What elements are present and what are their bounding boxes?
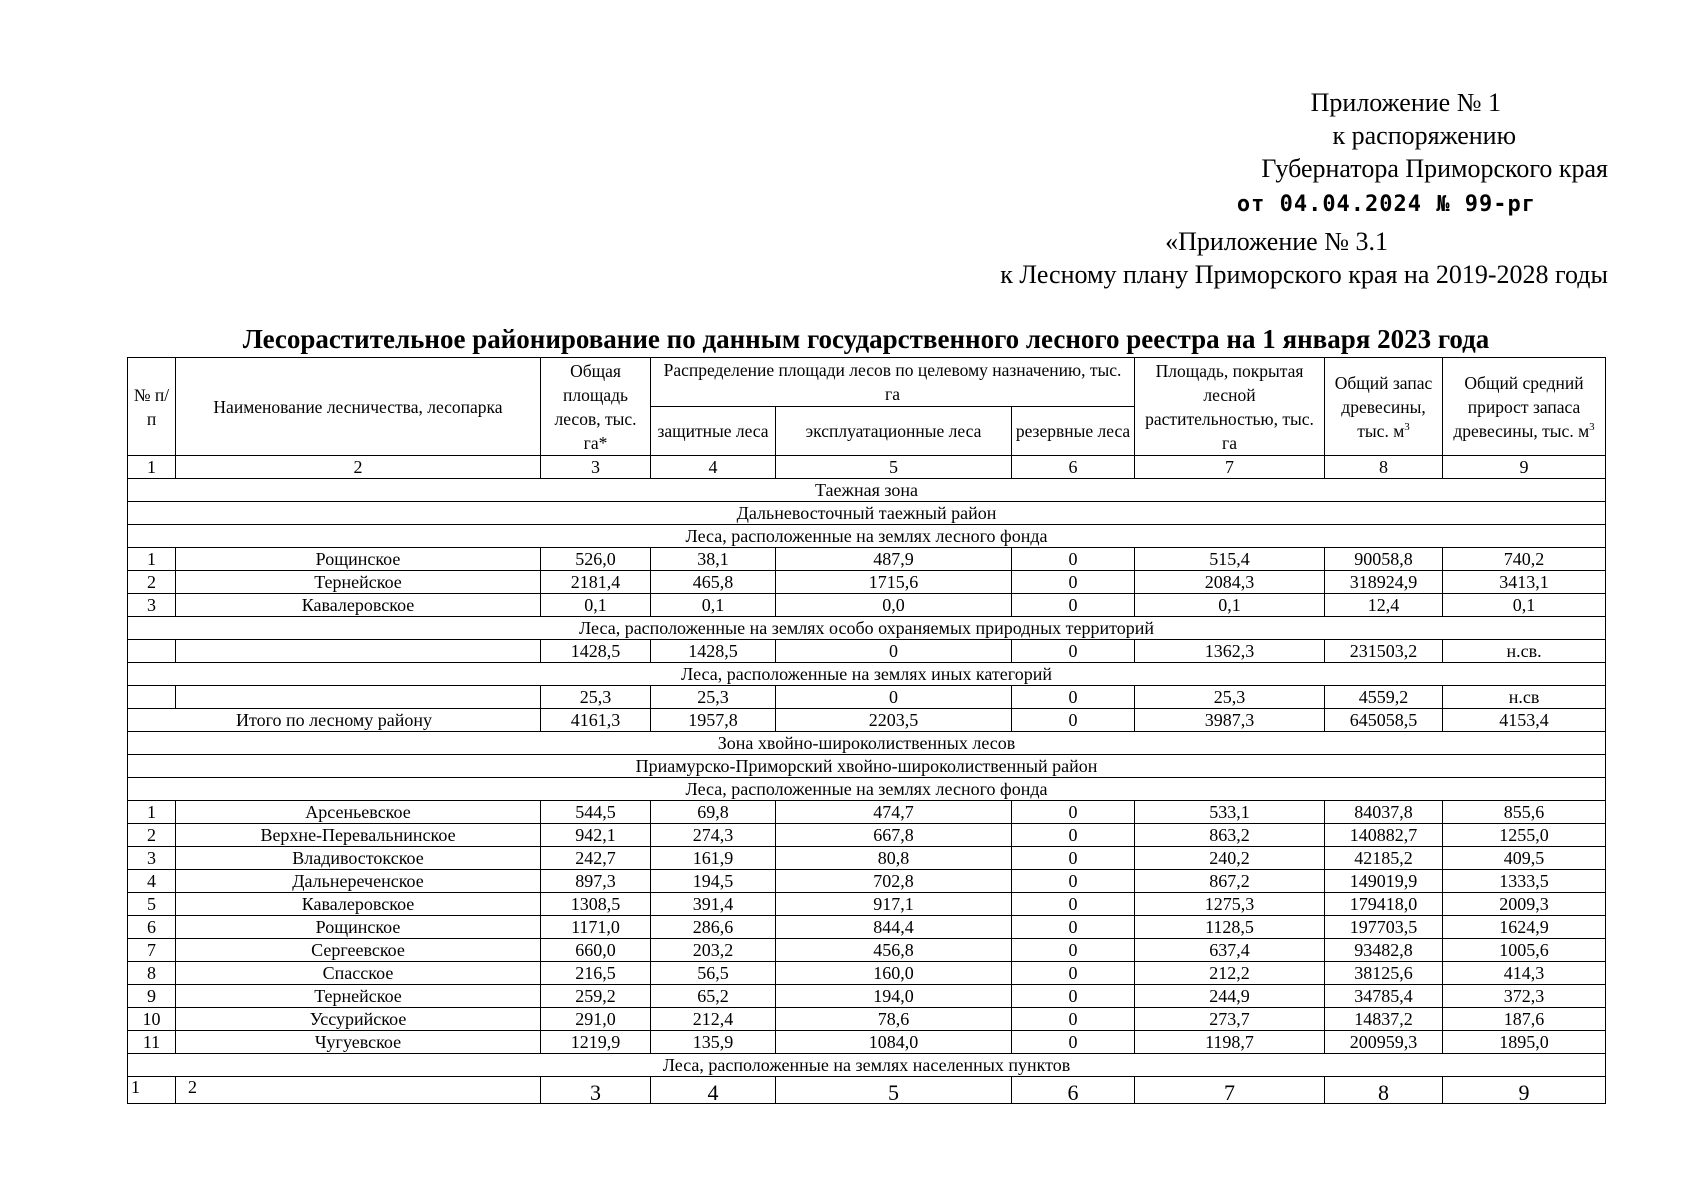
table-cell: 203,2	[651, 939, 776, 962]
table-cell	[128, 640, 176, 663]
district-heading: Приамурско-Приморский хвойно-широколиственный район	[128, 755, 1606, 778]
table-cell: 0	[1012, 962, 1135, 985]
table-cell: 38,1	[651, 548, 776, 571]
table-cell: 942,1	[541, 824, 651, 847]
table-cell: 274,3	[651, 824, 776, 847]
forestry-name: Чугуевское	[176, 1031, 541, 1054]
table-cell: 1128,5	[1135, 916, 1325, 939]
section-row	[128, 1054, 1606, 1077]
table-cell: 0	[1012, 686, 1135, 709]
table-cell: 25,3	[541, 686, 651, 709]
table-cell: 544,5	[541, 801, 651, 824]
column-number: 9	[1443, 456, 1606, 479]
table-cell: 0,1	[1135, 594, 1325, 617]
table-row	[128, 985, 1606, 1008]
section-row	[128, 755, 1606, 778]
row-number: 2	[128, 824, 176, 847]
table-cell: 2203,5	[776, 709, 1012, 732]
table-cell	[176, 640, 541, 663]
column-number: 6	[1012, 1077, 1135, 1104]
table-cell: 1428,5	[541, 640, 651, 663]
stock-superscript: 3	[1404, 420, 1410, 433]
forestry-name: Рощинское	[176, 916, 541, 939]
col-header-reserve: резервные леса	[1012, 407, 1135, 456]
table-cell: 0,1	[1443, 594, 1606, 617]
section-row	[128, 479, 1606, 502]
table-cell: 25,3	[651, 686, 776, 709]
table-cell: 0	[1012, 571, 1135, 594]
col-header-name: Наименование лесничества, лесопарка	[176, 358, 541, 456]
table-cell: 4161,3	[541, 709, 651, 732]
column-number: 4	[651, 1077, 776, 1104]
table-row	[128, 916, 1606, 939]
land-category-heading: Леса, расположенные на землях иных категорий	[128, 663, 1606, 686]
table-cell: 259,2	[541, 985, 651, 1008]
growth-label: Общий средний прирост запаса древесины, тыс. м	[1453, 372, 1590, 441]
zone-heading: Зона хвойно-широколиственных лесов	[128, 732, 1606, 755]
table-cell: 65,2	[651, 985, 776, 1008]
forestry-name: Спасское	[176, 962, 541, 985]
col-header-num: № п/п	[128, 358, 176, 456]
table-cell: 4559,2	[1325, 686, 1443, 709]
sub-appendix-number: «Приложение № 3.1	[1165, 227, 1388, 256]
land-category-heading: Леса, расположенные на землях населенных пунктов	[128, 1054, 1606, 1077]
col-header-total-area: Общая площадь лесов, тыс. га*	[541, 358, 651, 456]
column-number: 3	[541, 1077, 651, 1104]
table-cell: 0	[1012, 1031, 1135, 1054]
table-cell: 1275,3	[1135, 893, 1325, 916]
column-number: 1	[128, 1077, 176, 1104]
table-cell: 0	[1012, 640, 1135, 663]
table-row	[128, 594, 1606, 617]
column-number: 8	[1325, 456, 1443, 479]
forest-plan-reference: к Лесному плану Приморского края на 2019-2028 годы	[1000, 260, 1608, 289]
table-cell: 135,9	[651, 1031, 776, 1054]
forestry-name: Верхне-Перевальнинское	[176, 824, 541, 847]
governor-reference: Губернатора Приморского края	[1261, 154, 1608, 183]
table-cell: 372,3	[1443, 985, 1606, 1008]
row-number: 7	[128, 939, 176, 962]
row-number: 8	[128, 962, 176, 985]
table-cell: 3413,1	[1443, 571, 1606, 594]
col-header-protective: защитные леса	[651, 407, 776, 456]
table-row	[128, 801, 1606, 824]
table-cell: 637,4	[1135, 939, 1325, 962]
section-row	[128, 502, 1606, 525]
table-cell: 2084,3	[1135, 571, 1325, 594]
table-row	[128, 640, 1606, 663]
document-title: Лесорастительное районирование по данным государственного лесного реестра на 1 января 2023 года	[242, 324, 1490, 354]
section-row	[128, 663, 1606, 686]
row-number: 1	[128, 801, 176, 824]
section-row	[128, 617, 1606, 640]
table-cell: 1005,6	[1443, 939, 1606, 962]
table-cell: 0	[1012, 801, 1135, 824]
col-header-stock	[1325, 358, 1443, 456]
table-cell: 515,4	[1135, 548, 1325, 571]
forestry-name: Рощинское	[176, 548, 541, 571]
table-row	[128, 870, 1606, 893]
row-number: 3	[128, 594, 176, 617]
table-row	[128, 571, 1606, 594]
column-number: 3	[541, 456, 651, 479]
column-number: 5	[776, 1077, 1012, 1104]
table-cell: 1895,0	[1443, 1031, 1606, 1054]
table-cell: 0	[1012, 824, 1135, 847]
table-cell: 161,9	[651, 847, 776, 870]
table-cell: 34785,4	[1325, 985, 1443, 1008]
table-cell: 4153,4	[1443, 709, 1606, 732]
land-category-heading: Леса, расположенные на землях лесного фонда	[128, 778, 1606, 801]
table-cell: 0	[776, 640, 1012, 663]
order-date-number: от 04.04.2024 № 99-рг	[1236, 192, 1536, 217]
table-cell: 84037,8	[1325, 801, 1443, 824]
table-cell: 200959,3	[1325, 1031, 1443, 1054]
table-cell: 25,3	[1135, 686, 1325, 709]
table-cell: 0	[1012, 985, 1135, 1008]
table-cell: 863,2	[1135, 824, 1325, 847]
table-cell: 216,5	[541, 962, 651, 985]
table-cell: 391,4	[651, 893, 776, 916]
forest-zoning-table	[127, 357, 1606, 1104]
row-number: 10	[128, 1008, 176, 1031]
table-cell: 0	[1012, 548, 1135, 571]
table-cell: 740,2	[1443, 548, 1606, 571]
table-cell: 14837,2	[1325, 1008, 1443, 1031]
forestry-name: Кавалеровское	[176, 893, 541, 916]
table-cell: 1171,0	[541, 916, 651, 939]
section-row	[128, 732, 1606, 755]
table-header-row	[128, 358, 1606, 407]
column-number: 7	[1135, 1077, 1325, 1104]
table-cell: 0,1	[541, 594, 651, 617]
table-cell: 38125,6	[1325, 962, 1443, 985]
table-row	[128, 1008, 1606, 1031]
table-row	[128, 686, 1606, 709]
row-number: 2	[128, 571, 176, 594]
table-row	[128, 1031, 1606, 1054]
table-row	[128, 847, 1606, 870]
table-cell: 291,0	[541, 1008, 651, 1031]
taiga-rows	[128, 548, 1606, 617]
table-cell: 212,2	[1135, 962, 1325, 985]
forestry-name: Уссурийское	[176, 1008, 541, 1031]
table-cell: 0	[1012, 847, 1135, 870]
forestry-name: Кавалеровское	[176, 594, 541, 617]
table-cell: 240,2	[1135, 847, 1325, 870]
column-number-row	[128, 456, 1606, 479]
table-cell: 318924,9	[1325, 571, 1443, 594]
stock-label: Общий запас древесины, тыс. м	[1334, 372, 1433, 441]
table-cell: н.св	[1443, 686, 1606, 709]
table-cell: 645058,5	[1325, 709, 1443, 732]
table-cell: 56,5	[651, 962, 776, 985]
table-cell: 1308,5	[541, 893, 651, 916]
forestry-name: Дальнереченское	[176, 870, 541, 893]
column-number: 9	[1443, 1077, 1606, 1104]
column-number: 1	[128, 456, 176, 479]
table-cell: 0	[1012, 594, 1135, 617]
table-cell: 187,6	[1443, 1008, 1606, 1031]
col-header-exploitation: эксплуатационные леса	[776, 407, 1012, 456]
table-cell: 897,3	[541, 870, 651, 893]
table-row	[128, 939, 1606, 962]
total-label: Итого по лесному району	[128, 709, 541, 732]
table-cell: 1362,3	[1135, 640, 1325, 663]
table-row	[128, 962, 1606, 985]
table-cell: 273,7	[1135, 1008, 1325, 1031]
forestry-name: Владивостокское	[176, 847, 541, 870]
table-cell: 42185,2	[1325, 847, 1443, 870]
table-cell: 242,7	[541, 847, 651, 870]
table-cell: 526,0	[541, 548, 651, 571]
column-number: 2	[176, 456, 541, 479]
section-row	[128, 778, 1606, 801]
row-number: 3	[128, 847, 176, 870]
land-category-heading: Леса, расположенные на землях особо охраняемых природных территорий	[128, 617, 1606, 640]
land-category-heading: Леса, расположенные на землях лесного фонда	[128, 525, 1606, 548]
table-cell: 90058,8	[1325, 548, 1443, 571]
table-cell: 667,8	[776, 824, 1012, 847]
column-number: 6	[1012, 456, 1135, 479]
col-header-distribution: Распределение площади лесов по целевому назначению, тыс. га	[651, 358, 1135, 407]
table-cell: 179418,0	[1325, 893, 1443, 916]
table-cell: 0	[1012, 709, 1135, 732]
column-number-row	[128, 1077, 1606, 1104]
forestry-name: Тернейское	[176, 571, 541, 594]
table-cell: 194,0	[776, 985, 1012, 1008]
row-number: 5	[128, 893, 176, 916]
table-cell: н.св.	[1443, 640, 1606, 663]
table-cell: 474,7	[776, 801, 1012, 824]
forestry-name: Тернейское	[176, 985, 541, 1008]
column-number: 8	[1325, 1077, 1443, 1104]
table-cell: 702,8	[776, 870, 1012, 893]
column-number: 4	[651, 456, 776, 479]
table-cell: 0	[776, 686, 1012, 709]
document-header	[900, 86, 1608, 291]
table-cell: 456,8	[776, 939, 1012, 962]
table-cell: 0	[1012, 870, 1135, 893]
col-header-growth	[1443, 358, 1606, 456]
table-cell: 1219,9	[541, 1031, 651, 1054]
table-cell: 660,0	[541, 939, 651, 962]
order-reference: к распоряжению	[1332, 121, 1516, 150]
table-cell: 2009,3	[1443, 893, 1606, 916]
table-cell: 212,4	[651, 1008, 776, 1031]
column-number: 7	[1135, 456, 1325, 479]
district-heading: Дальневосточный таежный район	[128, 502, 1606, 525]
table-cell: 2181,4	[541, 571, 651, 594]
table-cell: 286,6	[651, 916, 776, 939]
col-header-covered-area: Площадь, покрытая лесной растительностью, тыс. га	[1135, 358, 1325, 456]
forestry-name: Арсеньевское	[176, 801, 541, 824]
table-cell: 465,8	[651, 571, 776, 594]
table-cell: 1428,5	[651, 640, 776, 663]
row-number: 1	[128, 548, 176, 571]
table-cell: 1255,0	[1443, 824, 1606, 847]
table-cell: 1715,6	[776, 571, 1012, 594]
mixed-rows	[128, 801, 1606, 1054]
row-number: 9	[128, 985, 176, 1008]
table-cell: 1198,7	[1135, 1031, 1325, 1054]
table-cell: 1957,8	[651, 709, 776, 732]
table-cell: 231503,2	[1325, 640, 1443, 663]
table-cell: 160,0	[776, 962, 1012, 985]
table-cell: 12,4	[1325, 594, 1443, 617]
appendix-number: Приложение № 1	[1310, 88, 1501, 117]
table-cell: 0	[1012, 1008, 1135, 1031]
table-row	[128, 548, 1606, 571]
table-row	[128, 824, 1606, 847]
table-cell: 487,9	[776, 548, 1012, 571]
table-cell: 409,5	[1443, 847, 1606, 870]
table-cell	[176, 686, 541, 709]
row-number: 6	[128, 916, 176, 939]
table-cell: 0	[1012, 916, 1135, 939]
table-cell: 1084,0	[776, 1031, 1012, 1054]
table-cell: 78,6	[776, 1008, 1012, 1031]
table-cell: 140882,7	[1325, 824, 1443, 847]
row-number: 4	[128, 870, 176, 893]
forestry-name: Сергеевское	[176, 939, 541, 962]
table-cell: 0,1	[651, 594, 776, 617]
table-cell: 197703,5	[1325, 916, 1443, 939]
table-cell: 3987,3	[1135, 709, 1325, 732]
table-cell: 867,2	[1135, 870, 1325, 893]
table-cell: 93482,8	[1325, 939, 1443, 962]
section-row	[128, 525, 1606, 548]
column-number: 2	[176, 1077, 541, 1104]
table-cell: 414,3	[1443, 962, 1606, 985]
table-cell: 1333,5	[1443, 870, 1606, 893]
table-cell: 1624,9	[1443, 916, 1606, 939]
row-number: 11	[128, 1031, 176, 1054]
table-cell: 855,6	[1443, 801, 1606, 824]
table-cell: 533,1	[1135, 801, 1325, 824]
column-number: 5	[776, 456, 1012, 479]
table-cell: 917,1	[776, 893, 1012, 916]
table-cell: 0,0	[776, 594, 1012, 617]
table-cell	[128, 686, 176, 709]
table-cell: 844,4	[776, 916, 1012, 939]
table-cell: 244,9	[1135, 985, 1325, 1008]
table-cell: 0	[1012, 893, 1135, 916]
zone-heading: Таежная зона	[128, 479, 1606, 502]
total-row	[128, 709, 1606, 732]
table-cell: 80,8	[776, 847, 1012, 870]
table-cell: 149019,9	[1325, 870, 1443, 893]
growth-superscript: 3	[1589, 420, 1595, 433]
table-row	[128, 893, 1606, 916]
table-cell: 0	[1012, 939, 1135, 962]
table-cell: 194,5	[651, 870, 776, 893]
table-cell: 69,8	[651, 801, 776, 824]
